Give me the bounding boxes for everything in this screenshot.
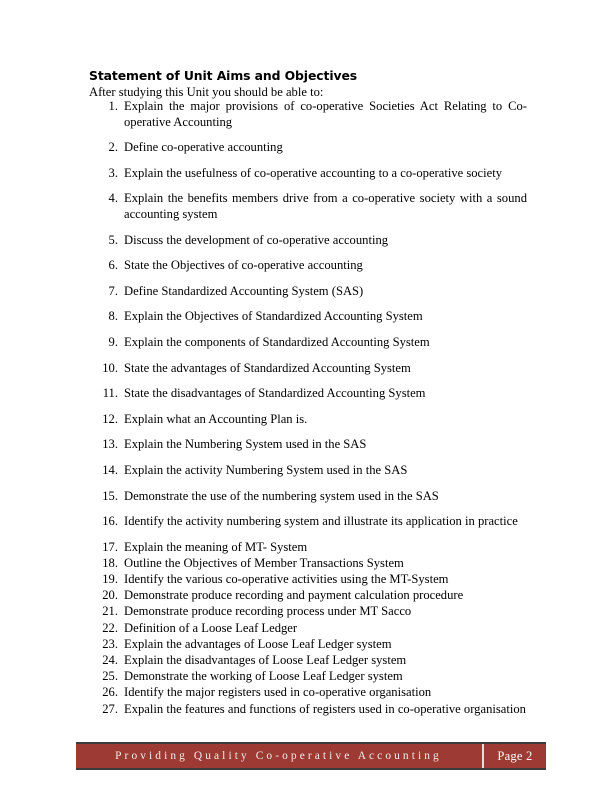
list-item-number: 23. bbox=[102, 636, 118, 651]
list-item-label: Demonstrate the use of the numbering system used in the SAS bbox=[124, 488, 439, 503]
list-item-label: Demonstrate the working of Loose Leaf Ledger system bbox=[124, 669, 403, 684]
list-item-number: 22. bbox=[102, 620, 118, 635]
list-item bbox=[89, 386, 527, 402]
list-item-label: Identify the major registers used in co-operative organisation bbox=[124, 685, 432, 700]
objectives-list bbox=[89, 99, 527, 718]
list-item bbox=[89, 335, 527, 351]
list-item-label: Explain the usefulness of co-operative accounting to a co-operative society bbox=[124, 165, 503, 180]
list-item bbox=[89, 258, 527, 274]
list-item-number: 5. bbox=[108, 232, 118, 247]
list-item-label: Explain the Numbering System used in the SAS bbox=[124, 437, 367, 452]
list-item bbox=[89, 191, 527, 222]
list-item bbox=[89, 514, 527, 530]
list-item-number: 4. bbox=[108, 191, 118, 206]
list-item bbox=[89, 489, 527, 505]
list-item bbox=[89, 463, 527, 479]
list-item-label: State the advantages of Standardized Accounting System bbox=[124, 360, 411, 375]
list-item-label: Explain the disadvantages of Loose Leaf Ledger system bbox=[124, 653, 407, 667]
page-title: Statement of Unit Aims and Objectives bbox=[89, 68, 358, 83]
list-item-number: 21. bbox=[102, 604, 118, 619]
list-item-label: Expalin the features and functions of registers used in co-operative organisation bbox=[124, 701, 526, 716]
list-item-label: Explain the benefits members drive from a co-operative society with a sound accounting system bbox=[124, 191, 527, 221]
list-item-label: Explain the meaning of MT- System bbox=[124, 539, 308, 554]
list-item-label: Explain the Objectives of Standardized Accounting System bbox=[124, 309, 423, 324]
list-item bbox=[89, 702, 527, 718]
list-item-number: 12. bbox=[102, 411, 118, 426]
list-item-label: Outline the Objectives of Member Transactions System bbox=[124, 555, 404, 570]
list-item-number: 13. bbox=[102, 437, 118, 452]
list-item-number: 15. bbox=[102, 488, 118, 503]
list-item-label: Demonstrate produce recording process under MT Sacco bbox=[124, 604, 412, 619]
list-item bbox=[89, 284, 527, 300]
list-item-label: Explain the advantages of Loose Leaf Ledger system bbox=[124, 636, 392, 651]
list-item bbox=[89, 604, 527, 620]
list-item bbox=[89, 556, 527, 572]
list-item-label: Define co-operative accounting bbox=[124, 140, 283, 155]
footer-page-cell bbox=[484, 744, 546, 768]
list-item-number: 27. bbox=[102, 701, 118, 716]
footer-title: Providing Quality Co-operative Accounting bbox=[115, 750, 442, 762]
list-item bbox=[89, 653, 527, 669]
list-item-number: 20. bbox=[102, 588, 118, 603]
list-item-number: 11. bbox=[102, 386, 118, 401]
objectives-group-spaced bbox=[89, 99, 527, 530]
list-item-label: Identify the various co-operative activities using the MT-System bbox=[124, 572, 449, 587]
list-item bbox=[89, 166, 527, 182]
list-item bbox=[89, 309, 527, 325]
list-item-label: Explain the components of Standardized Accounting System bbox=[124, 334, 430, 349]
list-item-label: Identify the activity numbering system and illustrate its application in practice bbox=[124, 514, 518, 529]
list-item-number: 3. bbox=[108, 165, 118, 180]
list-item-label: Discuss the development of co-operative accounting bbox=[124, 232, 389, 247]
list-item-number: 19. bbox=[102, 572, 118, 587]
list-item bbox=[89, 140, 527, 156]
list-item bbox=[89, 412, 527, 428]
list-item bbox=[89, 540, 527, 556]
list-item-label: Demonstrate produce recording and payment calculation procedure bbox=[124, 588, 464, 603]
list-item bbox=[89, 572, 527, 588]
footer-title-cell bbox=[76, 744, 484, 768]
list-item-number: 14. bbox=[102, 462, 118, 477]
intro-line: After studying this Unit you should be able to: bbox=[89, 85, 324, 99]
list-item-number: 6. bbox=[108, 258, 118, 273]
list-item bbox=[89, 621, 527, 637]
list-item-number: 25. bbox=[102, 669, 118, 684]
list-item bbox=[89, 685, 527, 701]
list-item-label: Definition of a Loose Leaf Ledger bbox=[124, 620, 298, 635]
list-item bbox=[89, 588, 527, 604]
list-item bbox=[89, 233, 527, 249]
list-item-label: Define Standardized Accounting System (SAS) bbox=[124, 283, 364, 298]
list-item-number: 18. bbox=[102, 555, 118, 570]
list-item-number: 7. bbox=[108, 283, 118, 298]
list-item-label: Explain what an Accounting Plan is. bbox=[124, 411, 308, 426]
list-item-number: 17. bbox=[102, 539, 118, 554]
list-item bbox=[89, 669, 527, 685]
list-item-number: 16. bbox=[102, 514, 118, 529]
list-item bbox=[89, 637, 527, 653]
list-item-number: 2. bbox=[108, 140, 118, 155]
page-number: Page 2 bbox=[497, 748, 533, 763]
list-item-number: 8. bbox=[108, 309, 118, 324]
list-item-label: Explain the major provisions of co-operative Societies Act Relating to Co-operative Accounting bbox=[124, 99, 527, 129]
list-item bbox=[89, 437, 527, 453]
list-item-label: State the Objectives of co-operative accounting bbox=[124, 258, 363, 273]
list-item bbox=[89, 99, 527, 130]
list-item-number: 9. bbox=[108, 334, 118, 349]
list-item bbox=[89, 361, 527, 377]
list-item-number: 26. bbox=[102, 685, 118, 700]
list-item-label: State the disadvantages of Standardized Accounting System bbox=[124, 386, 426, 401]
page-footer bbox=[76, 742, 546, 770]
list-item-number: 1. bbox=[108, 99, 118, 113]
list-item-number: 24. bbox=[102, 653, 118, 667]
objectives-group-tight bbox=[89, 540, 527, 717]
list-item-label: Explain the activity Numbering System used in the SAS bbox=[124, 462, 408, 477]
list-item-number: 10. bbox=[102, 360, 118, 375]
